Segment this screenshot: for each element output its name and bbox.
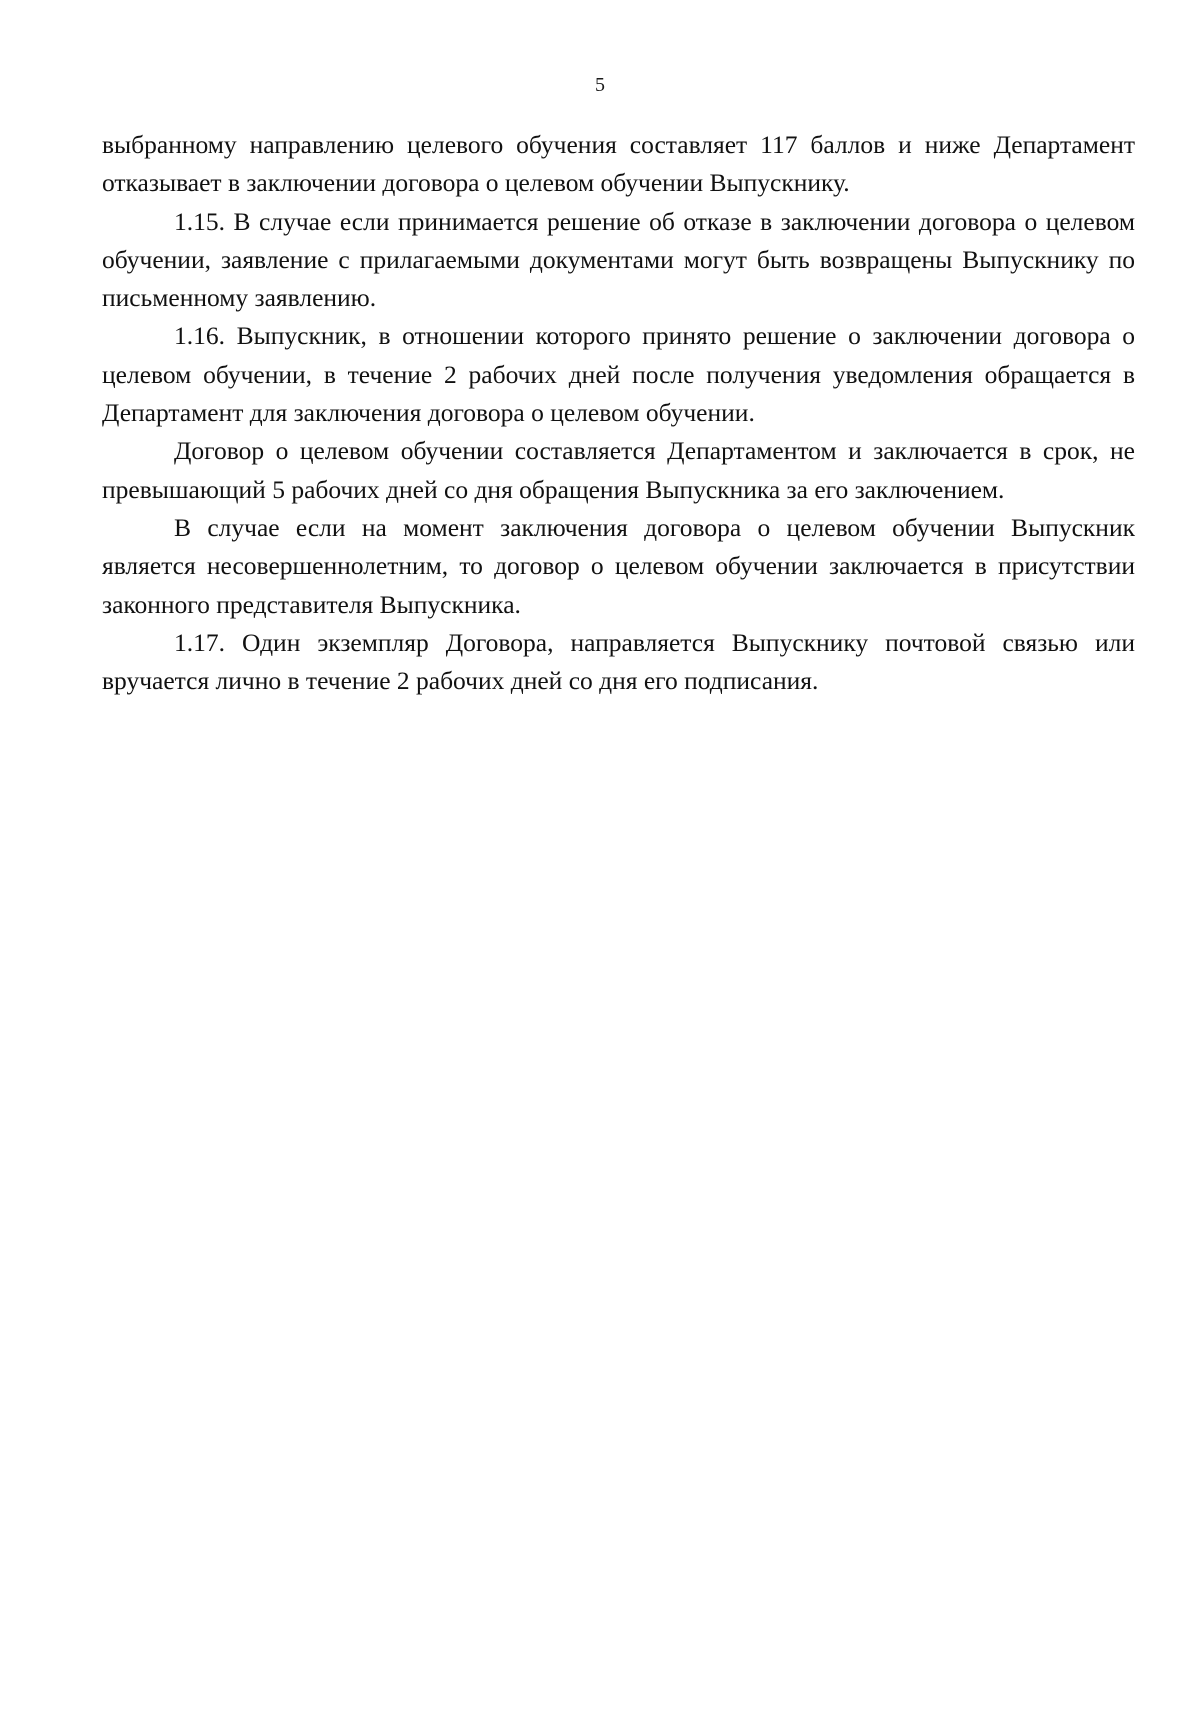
paragraph-1-16: 1.16. Выпускник, в отношении которого принято решение о заключении договора о целевом обучении, в течение 2 рабочих дней после получения уведомления обращается в Департамент для заключения договора о целевом обучении. — [102, 321, 1135, 428]
paragraph-1-17: 1.17. Один экземпляр Договора, направляется Выпускнику почтовой связью или вручается лично в течение 2 рабочих дней со дня его подписания. — [102, 627, 1135, 696]
page-number: 5 — [595, 74, 605, 96]
paragraph-continuation: выбранному направлению целевого обучения составляет 117 баллов и ниже Департамент отказывает в заключении договора о целевом обучении Выпускнику. — [102, 130, 1135, 198]
paragraph-minor-graduate: В случае если на момент заключения договора о целевом обучении Выпускник является несовершеннолетним, то договор о целевом обучении заключается в присутствии законного представителя Выпускника. — [102, 512, 1135, 619]
document-body — [102, 126, 1135, 700]
paragraph-1-15: 1.15. В случае если принимается решение об отказе в заключении договора о целевом обучении, заявление с прилагаемыми документами могут быть возвращены Выпускнику по письменному заявлению. — [102, 206, 1135, 313]
paragraph-contract-terms: Договор о целевом обучении составляется Департаментом и заключается в срок, не превышающий 5 рабочих дней со дня обращения Выпускника за его заключением. — [102, 436, 1135, 504]
